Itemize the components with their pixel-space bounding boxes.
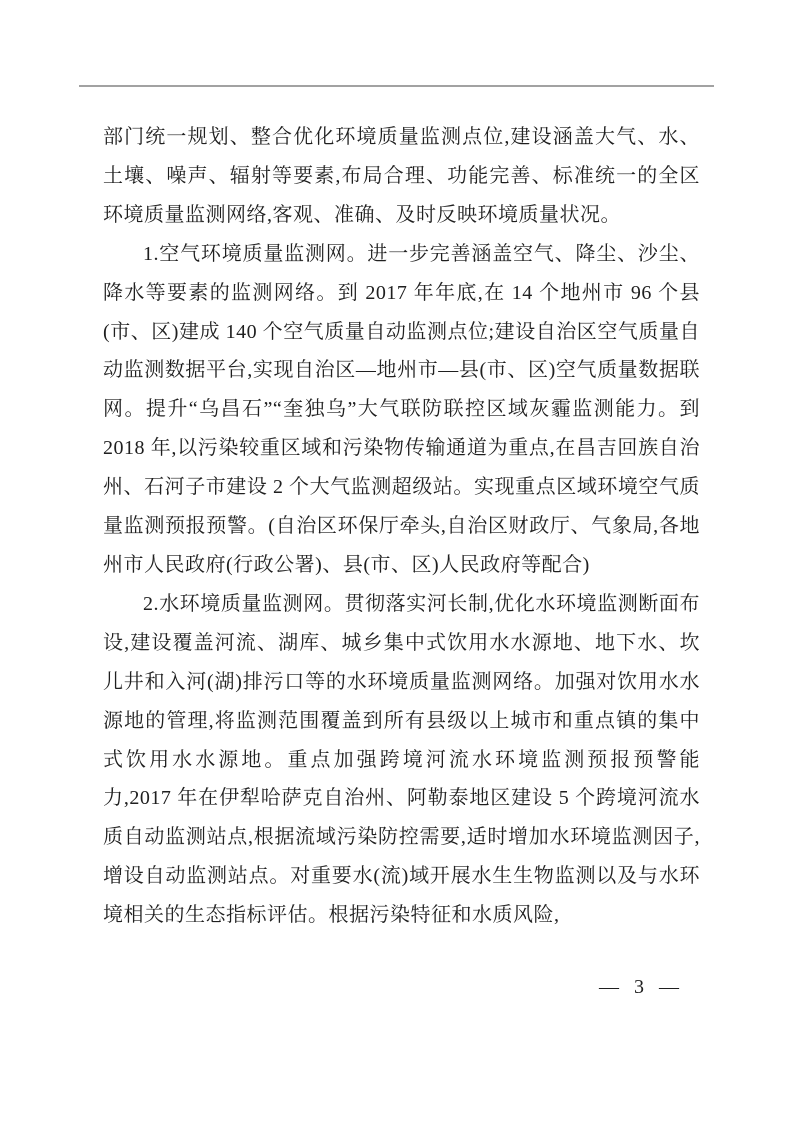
- paragraph-overview-continuation: 部门统一规划、整合优化环境质量监测点位,建设涵盖大气、水、土壤、噪声、辐射等要素,布局合理、功能完善、标准统一的全区环境质量监测网络,客观、准确、及时反映环境质量状况。: [103, 126, 700, 226]
- page-number: — 3 —: [599, 976, 681, 998]
- paragraph-air-quality-monitoring-network: 1.空气环境质量监测网。进一步完善涵盖空气、降尘、沙尘、降水等要素的监测网络。到 2017 年年底,在 14 个地州市 96 个县(市、区)建成 140 个空气质量自动监测点位;建设自治区空气质量自动监测数据平台,实现自治区—地州市—县(市、区)空气质量数据联网。提升“乌昌石”“奎独乌”大气联防联控区域灰霾监测能力。到 2018 年,以污染较重区域和污染物传输通道为重点,在昌吉回族自治州、石河子市建设 2 个大气监测超级站。实现重点区域环境空气质量监测预报预警。(自治区环保厅牵头,自治区财政厅、气象局,各地州市人民政府(行政公署)、县(市、区)人民政府等配合): [103, 242, 700, 576]
- paragraph-water-quality-monitoring-network: 2.水环境质量监测网。贯彻落实河长制,优化水环境监测断面布设,建设覆盖河流、湖库、城乡集中式饮用水水源地、地下水、坎儿井和入河(湖)排污口等的水环境质量监测网络。加强对饮用水水源地的管理,将监测范围覆盖到所有县级以上城市和重点镇的集中式饮用水水源地。重点加强跨境河流水环境监测预报预警能力,2017 年在伊犁哈萨克自治州、阿勒泰地区建设 5 个跨境河流水质自动监测站点,根据流域污染防控需要,适时增加水环境监测因子,增设自动监测站点。对重要水(流)域开展水生生物监测以及与水环境相关的生态指标评估。根据污染特征和水质风险,: [103, 592, 700, 927]
- header-divider: [79, 85, 714, 87]
- document-body: [103, 118, 700, 935]
